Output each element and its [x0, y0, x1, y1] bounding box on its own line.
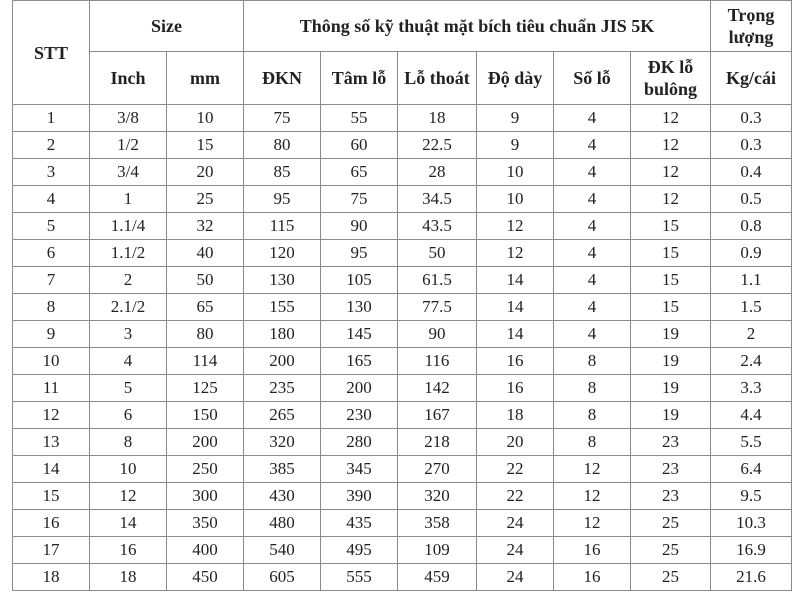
cell-tam-lo: 230: [321, 402, 398, 429]
cell-dkn: 130: [244, 267, 321, 294]
cell-dk-lo-bulong: 12: [631, 105, 711, 132]
table-row: [13, 105, 792, 132]
cell-dkn: 385: [244, 456, 321, 483]
cell-tam-lo: 390: [321, 483, 398, 510]
cell-do-day: 24: [477, 564, 554, 591]
cell-lo-thoat: 142: [398, 375, 477, 402]
cell-mm: 125: [167, 375, 244, 402]
table-row: [13, 375, 792, 402]
cell-do-day: 24: [477, 537, 554, 564]
table-row: [13, 402, 792, 429]
cell-stt: 13: [13, 429, 90, 456]
cell-kg-cai: 3.3: [711, 375, 792, 402]
cell-so-lo: 8: [554, 402, 631, 429]
cell-stt: 12: [13, 402, 90, 429]
cell-tam-lo: 90: [321, 213, 398, 240]
cell-so-lo: 4: [554, 105, 631, 132]
cell-inch: 12: [90, 483, 167, 510]
cell-so-lo: 12: [554, 483, 631, 510]
cell-lo-thoat: 43.5: [398, 213, 477, 240]
cell-dkn: 480: [244, 510, 321, 537]
cell-do-day: 12: [477, 240, 554, 267]
cell-dkn: 75: [244, 105, 321, 132]
cell-dkn: 180: [244, 321, 321, 348]
header-dk-lo-bulong: ĐK lỗ bulông: [631, 52, 711, 105]
cell-lo-thoat: 320: [398, 483, 477, 510]
table-header: [13, 1, 792, 105]
cell-so-lo: 16: [554, 564, 631, 591]
cell-inch: 2: [90, 267, 167, 294]
cell-so-lo: 12: [554, 456, 631, 483]
cell-so-lo: 4: [554, 186, 631, 213]
cell-do-day: 24: [477, 510, 554, 537]
cell-do-day: 16: [477, 348, 554, 375]
cell-dkn: 120: [244, 240, 321, 267]
cell-stt: 11: [13, 375, 90, 402]
table-row: [13, 483, 792, 510]
cell-inch: 3/8: [90, 105, 167, 132]
cell-dk-lo-bulong: 12: [631, 132, 711, 159]
cell-tam-lo: 60: [321, 132, 398, 159]
cell-inch: 5: [90, 375, 167, 402]
cell-mm: 65: [167, 294, 244, 321]
cell-mm: 15: [167, 132, 244, 159]
cell-stt: 8: [13, 294, 90, 321]
cell-lo-thoat: 22.5: [398, 132, 477, 159]
cell-kg-cai: 0.3: [711, 132, 792, 159]
cell-inch: 16: [90, 537, 167, 564]
cell-do-day: 14: [477, 321, 554, 348]
cell-kg-cai: 2: [711, 321, 792, 348]
cell-kg-cai: 10.3: [711, 510, 792, 537]
cell-tam-lo: 145: [321, 321, 398, 348]
cell-so-lo: 4: [554, 321, 631, 348]
cell-kg-cai: 9.5: [711, 483, 792, 510]
cell-dk-lo-bulong: 19: [631, 348, 711, 375]
cell-kg-cai: 1.5: [711, 294, 792, 321]
cell-tam-lo: 130: [321, 294, 398, 321]
cell-dkn: 540: [244, 537, 321, 564]
table-row: [13, 537, 792, 564]
cell-inch: 8: [90, 429, 167, 456]
cell-do-day: 12: [477, 213, 554, 240]
cell-mm: 10: [167, 105, 244, 132]
cell-mm: 300: [167, 483, 244, 510]
cell-dk-lo-bulong: 25: [631, 537, 711, 564]
cell-dk-lo-bulong: 15: [631, 294, 711, 321]
cell-tam-lo: 95: [321, 240, 398, 267]
cell-mm: 200: [167, 429, 244, 456]
cell-dk-lo-bulong: 12: [631, 186, 711, 213]
cell-mm: 450: [167, 564, 244, 591]
table-row: [13, 267, 792, 294]
cell-inch: 1: [90, 186, 167, 213]
cell-tam-lo: 435: [321, 510, 398, 537]
header-do-day: Độ dày: [477, 52, 554, 105]
cell-do-day: 9: [477, 132, 554, 159]
cell-inch: 1/2: [90, 132, 167, 159]
cell-tam-lo: 55: [321, 105, 398, 132]
cell-mm: 25: [167, 186, 244, 213]
cell-do-day: 18: [477, 402, 554, 429]
cell-tam-lo: 75: [321, 186, 398, 213]
table-row: [13, 348, 792, 375]
cell-dkn: 200: [244, 348, 321, 375]
cell-mm: 250: [167, 456, 244, 483]
header-tam-lo: Tâm lỗ: [321, 52, 398, 105]
cell-do-day: 9: [477, 105, 554, 132]
cell-lo-thoat: 61.5: [398, 267, 477, 294]
cell-dkn: 85: [244, 159, 321, 186]
cell-mm: 50: [167, 267, 244, 294]
cell-lo-thoat: 109: [398, 537, 477, 564]
cell-kg-cai: 5.5: [711, 429, 792, 456]
cell-dk-lo-bulong: 15: [631, 267, 711, 294]
cell-tam-lo: 65: [321, 159, 398, 186]
cell-inch: 2.1/2: [90, 294, 167, 321]
table-row: [13, 294, 792, 321]
header-size: Size: [90, 1, 244, 52]
cell-so-lo: 8: [554, 429, 631, 456]
table-row: [13, 564, 792, 591]
cell-do-day: 14: [477, 294, 554, 321]
cell-lo-thoat: 459: [398, 564, 477, 591]
cell-so-lo: 4: [554, 159, 631, 186]
table-body: [13, 105, 792, 591]
cell-kg-cai: 2.4: [711, 348, 792, 375]
table-row: [13, 159, 792, 186]
cell-tam-lo: 165: [321, 348, 398, 375]
cell-dkn: 115: [244, 213, 321, 240]
cell-dkn: 80: [244, 132, 321, 159]
header-stt: STT: [13, 1, 90, 105]
cell-kg-cai: 4.4: [711, 402, 792, 429]
cell-so-lo: 4: [554, 267, 631, 294]
flange-spec-table: [12, 0, 792, 591]
cell-inch: 4: [90, 348, 167, 375]
header-weight: Trọng lượng: [711, 1, 792, 52]
cell-stt: 4: [13, 186, 90, 213]
cell-stt: 6: [13, 240, 90, 267]
cell-mm: 114: [167, 348, 244, 375]
cell-tam-lo: 345: [321, 456, 398, 483]
cell-stt: 16: [13, 510, 90, 537]
table-row: [13, 510, 792, 537]
table-row: [13, 429, 792, 456]
cell-mm: 80: [167, 321, 244, 348]
header-lo-thoat: Lỗ thoát: [398, 52, 477, 105]
cell-inch: 6: [90, 402, 167, 429]
cell-dkn: 265: [244, 402, 321, 429]
cell-lo-thoat: 358: [398, 510, 477, 537]
cell-inch: 3/4: [90, 159, 167, 186]
header-dkn: ĐKN: [244, 52, 321, 105]
cell-mm: 350: [167, 510, 244, 537]
cell-dk-lo-bulong: 19: [631, 375, 711, 402]
cell-stt: 2: [13, 132, 90, 159]
cell-stt: 1: [13, 105, 90, 132]
cell-do-day: 14: [477, 267, 554, 294]
cell-dk-lo-bulong: 12: [631, 159, 711, 186]
cell-lo-thoat: 90: [398, 321, 477, 348]
cell-stt: 18: [13, 564, 90, 591]
cell-stt: 3: [13, 159, 90, 186]
cell-dkn: 235: [244, 375, 321, 402]
table-row: [13, 321, 792, 348]
cell-lo-thoat: 270: [398, 456, 477, 483]
cell-kg-cai: 0.4: [711, 159, 792, 186]
header-spec-group: Thông số kỹ thuật mặt bích tiêu chuẩn JIS 5K: [244, 1, 711, 52]
cell-mm: 32: [167, 213, 244, 240]
header-so-lo: Số lỗ: [554, 52, 631, 105]
cell-dkn: 95: [244, 186, 321, 213]
cell-tam-lo: 200: [321, 375, 398, 402]
cell-lo-thoat: 18: [398, 105, 477, 132]
cell-inch: 14: [90, 510, 167, 537]
cell-so-lo: 4: [554, 294, 631, 321]
cell-so-lo: 4: [554, 240, 631, 267]
cell-so-lo: 4: [554, 132, 631, 159]
cell-inch: 10: [90, 456, 167, 483]
cell-dkn: 605: [244, 564, 321, 591]
cell-do-day: 16: [477, 375, 554, 402]
cell-stt: 10: [13, 348, 90, 375]
cell-tam-lo: 495: [321, 537, 398, 564]
cell-dk-lo-bulong: 19: [631, 402, 711, 429]
cell-stt: 15: [13, 483, 90, 510]
cell-kg-cai: 16.9: [711, 537, 792, 564]
cell-so-lo: 4: [554, 213, 631, 240]
table-row: [13, 213, 792, 240]
cell-lo-thoat: 116: [398, 348, 477, 375]
cell-inch: 3: [90, 321, 167, 348]
cell-mm: 40: [167, 240, 244, 267]
cell-dk-lo-bulong: 23: [631, 456, 711, 483]
cell-lo-thoat: 34.5: [398, 186, 477, 213]
cell-mm: 20: [167, 159, 244, 186]
cell-kg-cai: 6.4: [711, 456, 792, 483]
cell-dk-lo-bulong: 25: [631, 510, 711, 537]
cell-kg-cai: 0.3: [711, 105, 792, 132]
cell-dk-lo-bulong: 23: [631, 429, 711, 456]
cell-stt: 9: [13, 321, 90, 348]
cell-lo-thoat: 28: [398, 159, 477, 186]
cell-dk-lo-bulong: 19: [631, 321, 711, 348]
table-row: [13, 132, 792, 159]
cell-kg-cai: 0.8: [711, 213, 792, 240]
cell-dk-lo-bulong: 15: [631, 213, 711, 240]
header-mm: mm: [167, 52, 244, 105]
cell-do-day: 10: [477, 159, 554, 186]
cell-do-day: 22: [477, 456, 554, 483]
header-kg-cai: Kg/cái: [711, 52, 792, 105]
cell-stt: 14: [13, 456, 90, 483]
cell-mm: 400: [167, 537, 244, 564]
table-row: [13, 456, 792, 483]
table-row: [13, 240, 792, 267]
cell-inch: 1.1/4: [90, 213, 167, 240]
cell-do-day: 10: [477, 186, 554, 213]
cell-dk-lo-bulong: 15: [631, 240, 711, 267]
cell-lo-thoat: 167: [398, 402, 477, 429]
cell-do-day: 20: [477, 429, 554, 456]
cell-inch: 1.1/2: [90, 240, 167, 267]
cell-tam-lo: 555: [321, 564, 398, 591]
cell-mm: 150: [167, 402, 244, 429]
header-inch: Inch: [90, 52, 167, 105]
cell-tam-lo: 105: [321, 267, 398, 294]
cell-dkn: 430: [244, 483, 321, 510]
cell-stt: 7: [13, 267, 90, 294]
cell-do-day: 22: [477, 483, 554, 510]
cell-kg-cai: 0.5: [711, 186, 792, 213]
cell-dkn: 320: [244, 429, 321, 456]
cell-dk-lo-bulong: 23: [631, 483, 711, 510]
cell-dk-lo-bulong: 25: [631, 564, 711, 591]
cell-lo-thoat: 50: [398, 240, 477, 267]
cell-so-lo: 8: [554, 348, 631, 375]
cell-dkn: 155: [244, 294, 321, 321]
cell-stt: 5: [13, 213, 90, 240]
cell-lo-thoat: 218: [398, 429, 477, 456]
cell-stt: 17: [13, 537, 90, 564]
cell-so-lo: 12: [554, 510, 631, 537]
cell-so-lo: 16: [554, 537, 631, 564]
cell-so-lo: 8: [554, 375, 631, 402]
table-row: [13, 186, 792, 213]
cell-tam-lo: 280: [321, 429, 398, 456]
cell-lo-thoat: 77.5: [398, 294, 477, 321]
cell-kg-cai: 0.9: [711, 240, 792, 267]
cell-inch: 18: [90, 564, 167, 591]
cell-kg-cai: 21.6: [711, 564, 792, 591]
cell-kg-cai: 1.1: [711, 267, 792, 294]
